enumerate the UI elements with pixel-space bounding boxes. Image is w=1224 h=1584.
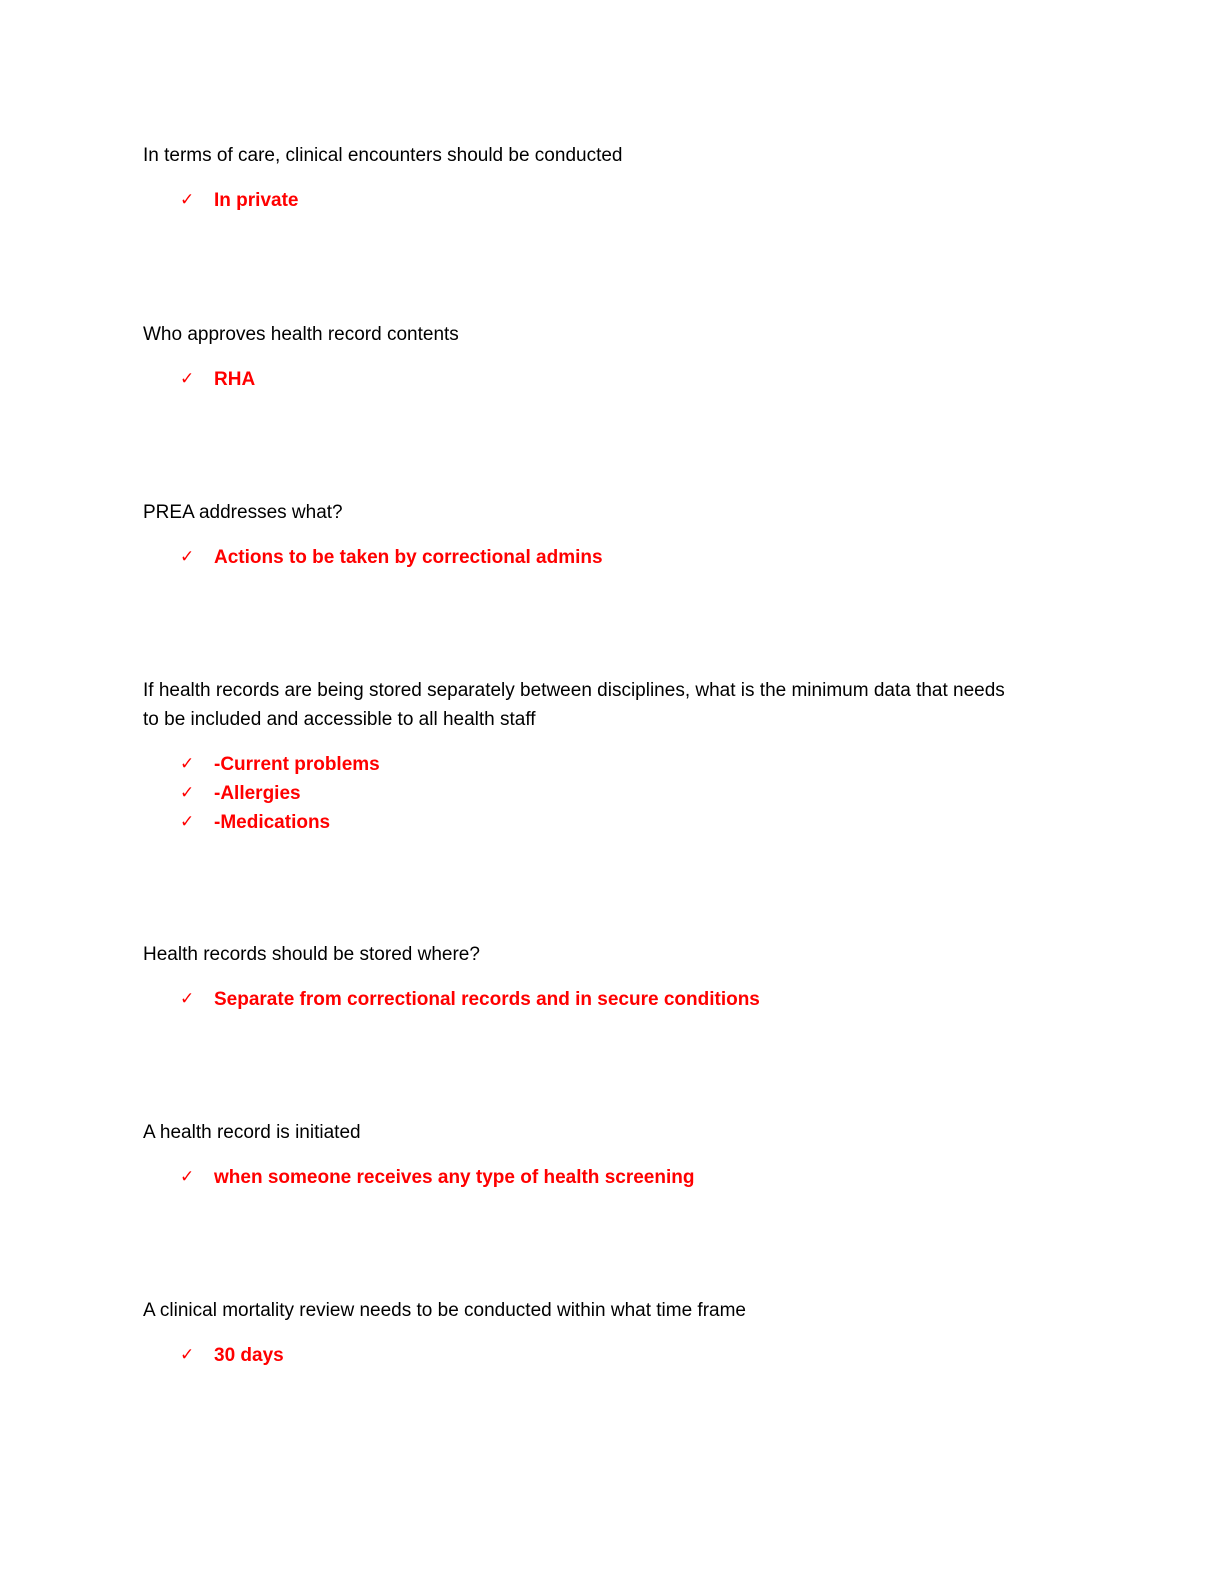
answer-item	[143, 543, 1083, 572]
answer-list	[143, 186, 1083, 215]
answer-text: when someone receives any type of health screening	[214, 1167, 695, 1188]
question-text: Health records should be stored where?	[143, 944, 480, 965]
checkmark-icon: ✓	[180, 812, 195, 832]
checkmark-icon: ✓	[180, 754, 195, 774]
question-line: to be included and accessible to all health staff	[143, 709, 536, 730]
qa-block	[143, 498, 1083, 572]
answer-text: In private	[214, 190, 299, 211]
question-text: A clinical mortality review needs to be conducted within what time frame	[143, 1300, 746, 1321]
question-text: Who approves health record contents	[143, 324, 459, 345]
checkmark-icon: ✓	[180, 1345, 195, 1365]
checkmark-icon: ✓	[180, 1167, 195, 1187]
answer-text: RHA	[214, 369, 256, 390]
answer-item	[143, 186, 1083, 215]
answer-text: -Current problems	[214, 754, 380, 775]
answer-item	[143, 779, 1083, 808]
answer-list	[143, 1341, 1083, 1370]
question-text: A health record is initiated	[143, 1122, 361, 1143]
qa-block	[143, 320, 1083, 394]
qa-block	[143, 141, 1083, 215]
answer-item	[143, 985, 1083, 1014]
answer-text: Actions to be taken by correctional admins	[214, 547, 603, 568]
answer-item	[143, 365, 1083, 394]
question-text: In terms of care, clinical encounters should be conducted	[143, 145, 623, 166]
answer-item	[143, 1163, 1083, 1192]
checkmark-icon: ✓	[180, 783, 195, 803]
checkmark-icon: ✓	[180, 989, 195, 1009]
answer-text: -Medications	[214, 812, 331, 833]
qa-block	[143, 1118, 1083, 1192]
answer-list	[143, 750, 1083, 837]
answer-list	[143, 543, 1083, 572]
checkmark-icon: ✓	[180, 547, 195, 567]
answer-item	[143, 1341, 1083, 1370]
question-text: PREA addresses what?	[143, 502, 343, 523]
answer-list	[143, 365, 1083, 394]
answer-item	[143, 808, 1083, 837]
answer-text: 30 days	[214, 1345, 284, 1366]
qa-block	[143, 676, 1083, 837]
question-text	[143, 676, 1083, 734]
qa-block	[143, 1296, 1083, 1370]
question-line: If health records are being stored separately between disciplines, what is the minimum data that needs	[143, 680, 1005, 701]
answer-text: Separate from correctional records and in secure conditions	[214, 989, 760, 1010]
answer-item	[143, 750, 1083, 779]
answer-list	[143, 985, 1083, 1014]
answer-list	[143, 1163, 1083, 1192]
checkmark-icon: ✓	[180, 190, 195, 210]
answer-text: -Allergies	[214, 783, 301, 804]
checkmark-icon: ✓	[180, 369, 195, 389]
qa-block	[143, 940, 1083, 1014]
